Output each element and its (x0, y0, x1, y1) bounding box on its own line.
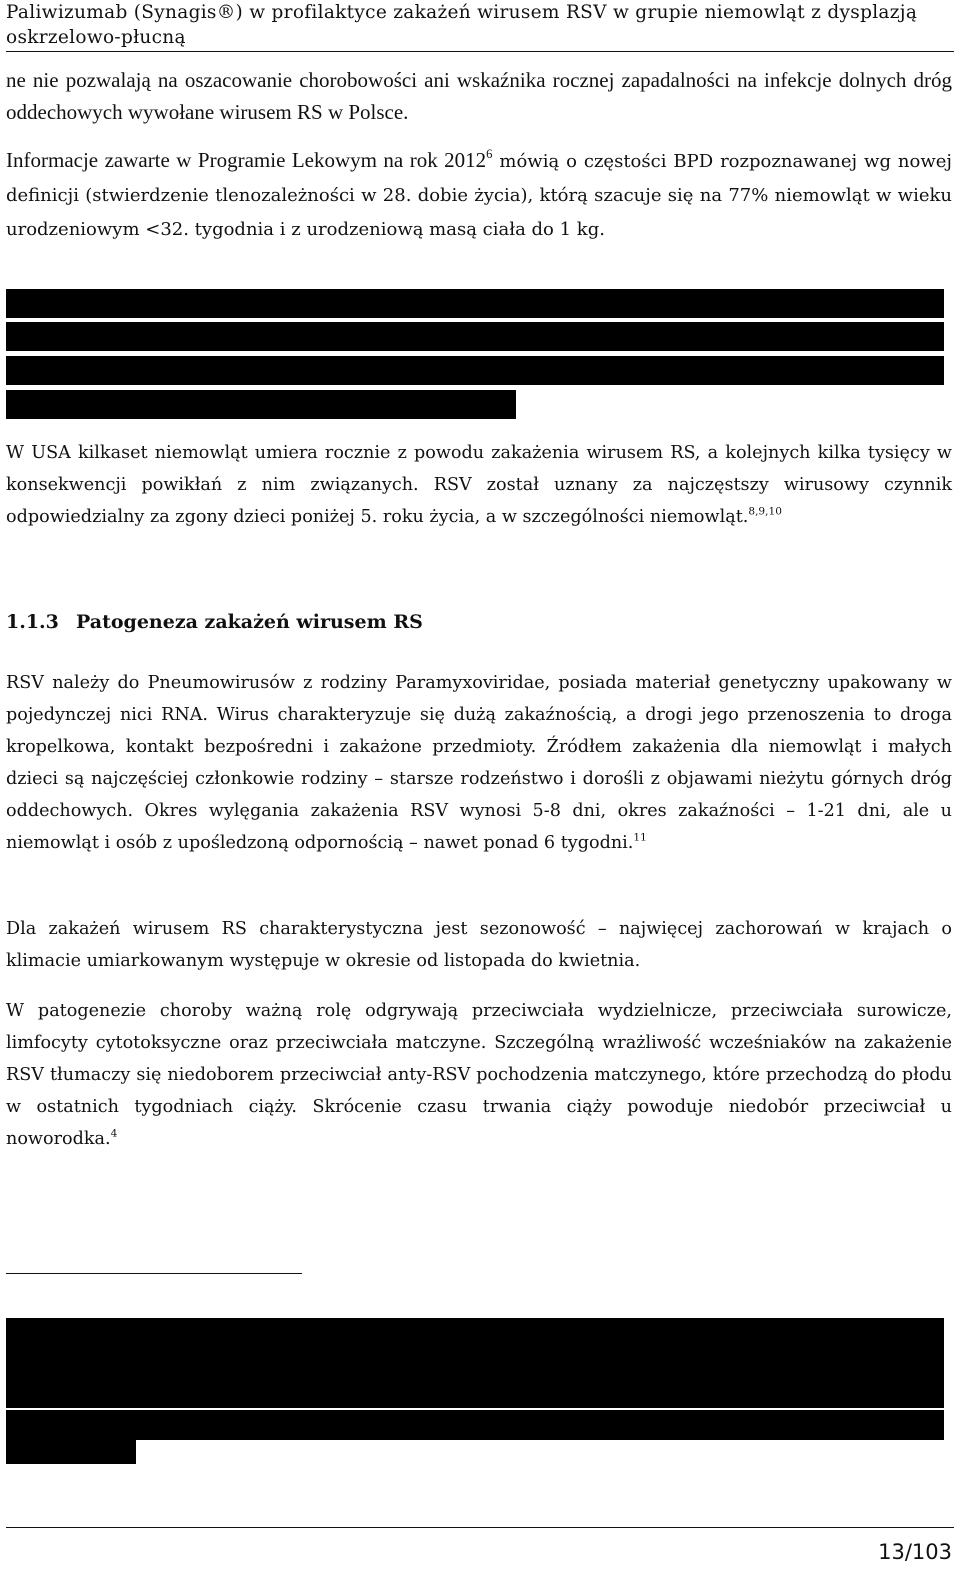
footnote-ref-6: 6 (486, 147, 493, 162)
footnote-ref-4: 4 (110, 1127, 118, 1140)
footnote-ref-8-9-10: 8,9,10 (748, 505, 782, 518)
running-header (6, 0, 954, 52)
body-paragraph-1 (6, 667, 952, 859)
section-heading (6, 607, 423, 637)
footer-separator (6, 1527, 954, 1528)
intro-paragraph-2 (6, 144, 952, 246)
footnote-redaction-bar (6, 1318, 944, 1348)
body-p1-text: RSV należy do Pneumowirusów z rodziny Paramyxoviridae, posiada materiał genetyczny upakowany w pojedynczej nici RNA. Wirus charakteryzuje się dużą zakaźnością, a drogi jego przenoszenia to droga kropelkowa, kontakt bezpośredni i zakażone przedmioty. Źródłem zakażenia dla niemowląt i małych dzieci są najczęściej członkowie rodziny – starsze rodzeństwo i dorośli z objawami nieżytu górnych dróg oddechowych. Okres wylęgania zakażenia RSV wynosi 5-8 dni, okres zakaźności – 1-21 dni, ale u niemowląt i osób z upośledzoną odpornością – nawet ponad 6 tygodni. (6, 673, 952, 853)
body-paragraph-2: Dla zakażeń wirusem RS charakterystyczna jest sezonowość – najwięcej zachorowań w krajach o klimacie umiarkowanym występuje w okresie od listopada do kwietnia. (6, 919, 952, 971)
redaction-bar (6, 289, 944, 318)
redaction-bar (6, 356, 944, 385)
usa-text: W USA kilkaset niemowląt umiera rocznie z powodu zakażenia wirusem RS, a kolejnych kilka tysięcy w konsekwencji powikłań z nim związanych. RSV został uznany za najczęstszy wirusowy czynnik odpowiedzialny za zgony dzieci poniżej 5. roku życia, a w szczególności niemowląt. (6, 443, 952, 527)
footnote-redaction-bar (6, 1378, 944, 1408)
body-p3-text: W patogenezie choroby ważną rolę odgrywają przeciwciała wydzielnicze, przeciwciała surowicze, limfocyty cytotoksyczne oraz przeciwciała matczyne. Szczególną wrażliwość wcześniaków na zakażenie RSV tłumaczy się niedoborem przeciwciał anty-RSV pochodzenia matczynego, które przechodzą do płodu w ostatnich tygodniach ciąży. Skrócenie czasu trwania ciąży powoduje niedobór przeciwciał u noworodka. (6, 1001, 952, 1149)
section-title: Patogeneza zakażeń wirusem RS (76, 611, 423, 633)
intro-p2-start: Informacje zawarte w Programie Lekowym na rok 2012 (6, 148, 487, 172)
intro-p2-rest: mówią o częstości BPD rozpoznawanej wg nowej definicji (stwierdzenie tlenozależności w 28. dobie życia), którą szacuje się na 77% niemowląt w wieku urodzeniowym <32. tygodnia i z urodzeniową masą ciała do 1 kg. (6, 151, 952, 240)
footnote-redaction-bar (6, 1440, 136, 1464)
header-title: Paliwizumab (Synagis®) w profilaktyce zakażeń wirusem RSV w grupie niemowląt z dysplazją oskrzelowo-płucną (6, 2, 918, 48)
section-number: 1.1.3 (6, 611, 59, 633)
footnote-ref-11: 11 (633, 831, 647, 844)
page-number: 13/103 (878, 1540, 952, 1564)
redaction-bar (6, 322, 944, 351)
body-paragraph-3 (6, 995, 952, 1155)
footnote-separator (6, 1273, 302, 1274)
intro-paragraph-1: ne nie pozwalają na oszacowanie chorobowości ani wskaźnika rocznej zapadalności na infekcje dolnych dróg oddechowych wywołane wirusem RS w Polsce. (6, 68, 952, 124)
redaction-bar (6, 390, 516, 419)
footnote-redaction-bar (6, 1410, 944, 1440)
usa-paragraph (6, 437, 952, 533)
footnote-redaction-bar (6, 1348, 944, 1378)
